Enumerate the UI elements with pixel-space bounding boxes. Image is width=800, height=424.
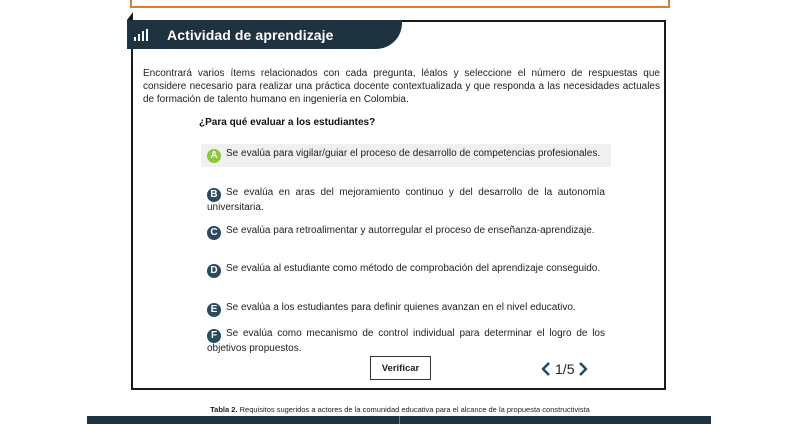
table-caption <box>0 405 800 414</box>
table-header-bar <box>87 416 711 424</box>
option-d-text: Se evalúa al estudiante como método de comprobación del aprendizaje conseguido. <box>226 263 601 274</box>
activity-header <box>127 20 402 49</box>
question-text: ¿Para qué evaluar a los estudiantes? <box>199 117 376 128</box>
verify-button[interactable]: Verificar <box>370 356 431 380</box>
table-column-divider <box>399 416 400 424</box>
option-d-badge: D <box>207 264 221 278</box>
activity-title: Actividad de aprendizaje <box>167 26 334 43</box>
instructions-text: Encontrará varios ítems relacionados con cada pregunta, léalos y seleccione el número de respuestas que considere necesario para realizar una práctica docente contextualizada y que responda a las necesidades actuales de formación de talento humano en ingeniería en Colombia. <box>143 68 660 105</box>
option-a-text: Se evalúa para vigilar/guiar el proceso de desarrollo de competencias profesionales. <box>226 148 601 159</box>
option-a-badge: A <box>207 149 221 163</box>
option-b-text: Se evalúa en aras del mejoramiento continuo y del desarrollo de la autonomía universitaria. <box>207 187 605 213</box>
option-c-text: Se evalúa para retroalimentar y autorregular el proceso de enseñanza-aprendizaje. <box>226 225 595 236</box>
option-e-text: Se evalúa a los estudiantes para definir quienes avanzan en el nivel educativo. <box>226 302 576 313</box>
option-f-badge: F <box>207 329 221 343</box>
chevron-right-icon[interactable] <box>577 361 589 377</box>
option-b[interactable] <box>201 183 611 218</box>
option-e[interactable] <box>201 298 611 321</box>
option-e-badge: E <box>207 303 221 317</box>
chevron-left-icon[interactable] <box>540 361 552 377</box>
previous-card-edge <box>130 0 670 8</box>
learning-activity-card <box>131 20 666 390</box>
signal-bars-icon <box>134 29 148 41</box>
table-caption-label: Tabla 2. <box>210 405 238 414</box>
table-caption-text: Requisitos sugeridos a actores de la comunidad educativa para el alcance de la propuesta constructivista <box>237 405 590 414</box>
total-pages: 5 <box>566 361 575 377</box>
option-f-text: Se evalúa como mecanismo de control individual para determinar el logro de los objetivos propuestos. <box>207 328 605 354</box>
option-c-badge: C <box>207 226 221 240</box>
option-c[interactable] <box>201 221 611 244</box>
page-counter <box>555 361 574 377</box>
current-page: 1 <box>555 361 563 377</box>
pagination <box>540 361 589 377</box>
option-b-badge: B <box>207 188 221 202</box>
option-f[interactable] <box>201 324 611 359</box>
option-d[interactable] <box>201 259 611 282</box>
page-separator: / <box>562 361 567 377</box>
option-a[interactable] <box>201 144 611 167</box>
